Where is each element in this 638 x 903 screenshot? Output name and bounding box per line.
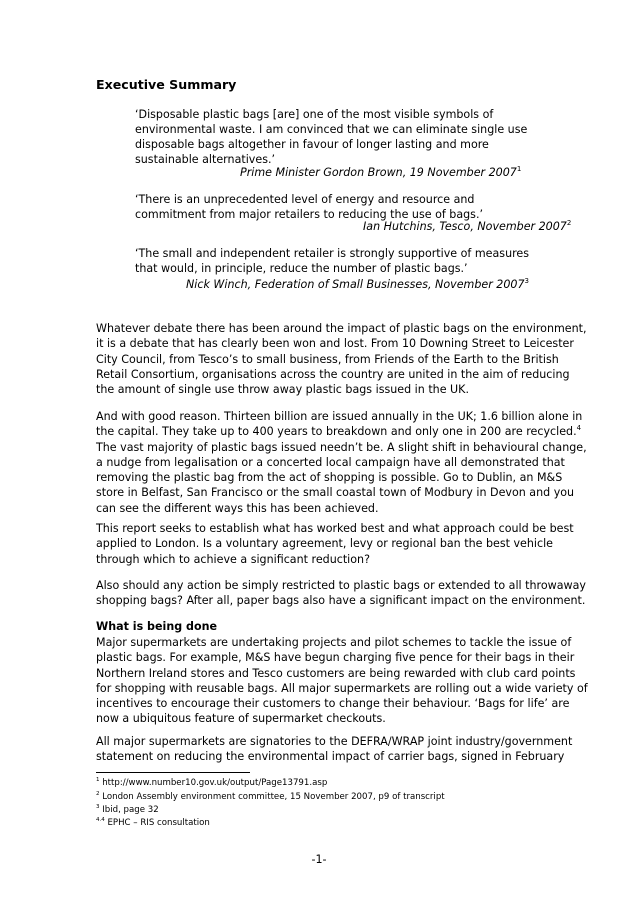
footnote-ref: 3 [524, 277, 529, 285]
paragraph-6 [96, 734, 573, 765]
text-line: statement on reducing the environmental impact of carrier bags, signed in February [96, 750, 565, 764]
text-line-content: the capital. They take up to 400 years to breakdown and only one in 200 are recycled. [96, 425, 577, 439]
quote-2 [135, 192, 525, 222]
text-line: the amount of single use throw away plastic bags issued in the UK. [96, 383, 469, 397]
text-line: plastic bags. For example, M&S have begun charging five pence for their bags in their [96, 651, 575, 665]
text-line: Major supermarkets are undertaking projects and pilot schemes to tackle the issue of [96, 636, 572, 649]
footnote-2 [96, 792, 445, 803]
footnote-text: EPHC – RIS consultation [107, 818, 210, 828]
text-line: And with good reason. Thirteen billion are issued annually in the UK; 1.6 billion alone in [96, 410, 583, 423]
text-line: now a ubiquitous feature of supermarket checkouts. [96, 712, 386, 726]
text-line: Whatever debate there has been around the impact of plastic bags on the environment, [96, 322, 587, 335]
quote-attribution-1 [240, 166, 521, 179]
footnote-ref: 1 [516, 165, 522, 173]
quote-attribution-2 [363, 220, 571, 233]
subheading: What is being done [96, 620, 218, 633]
page-number: -1- [311, 853, 327, 866]
footnote-divider [96, 772, 250, 773]
text-line: Northern Ireland stores and Tesco customers are being rewarded with club card points [96, 666, 576, 680]
quote-line: ‘There is an unprecedented level of energy and resource and [135, 193, 475, 206]
text-line: store in Belfast, San Francisco or the small coastal town of Modbury in Devon and you [96, 486, 575, 500]
footnote-1 [96, 778, 327, 789]
quote-line: disposable bags altogether in favour of longer lasting and more [135, 138, 489, 151]
quote-line: commitment from major retailers to reducing the use of bags.’ [135, 208, 484, 221]
footnote-mark: 1 [96, 777, 100, 783]
quote-3 [135, 246, 530, 276]
footnote-4 [96, 818, 210, 829]
paragraph-3 [96, 521, 574, 567]
quote-line: sustainable alternatives.’ [135, 153, 276, 166]
text-line: it is a debate that has clearly been won and lost. From 10 Downing Street to Leicester [96, 337, 574, 351]
text-line: for shopping with reusable bags. All major supermarkets are rolling out a wide variety of [96, 681, 588, 695]
text-line: The vast majority of plastic bags issued needn’t be. A slight shift in behavioural change, [96, 440, 587, 454]
quote-line: environmental waste. I am convinced that we can eliminate single use [135, 123, 528, 136]
text-line: This report seeks to establish what has worked best and what approach could be best [96, 522, 574, 535]
text-line: City Council, from Tesco’s to small business, from Friends of the Earth to the British [96, 352, 559, 366]
paragraph-4 [96, 578, 586, 609]
footnote-3 [96, 805, 159, 816]
text-line: Retail Consortium, organisations across the country are united in the aim of reducing [96, 367, 570, 381]
footnote-mark: 2 [96, 791, 100, 797]
quote-line: ‘The small and independent retailer is strongly supportive of measures [135, 247, 530, 260]
text-line: removing the plastic bag from the act of shopping is possible. Go to Dublin, an M&S [96, 471, 563, 485]
text-line: All major supermarkets are signatories to the DEFRA/WRAP joint industry/government [96, 735, 573, 748]
paragraph-5 [96, 635, 588, 727]
footnote-mark: 3 [96, 804, 100, 810]
quote-1 [135, 107, 528, 167]
text-line: through which to achieve a significant reduction? [96, 552, 370, 566]
footnote-ref: 2 [566, 219, 572, 227]
attribution-text: Prime Minister Gordon Brown, 19 November 2007 [240, 166, 517, 179]
paragraph-2 [96, 409, 587, 516]
footnote-text: London Assembly environment committee, 15 November 2007, p9 of transcript [102, 792, 445, 802]
quote-line: that would, in principle, reduce the number of plastic bags.’ [135, 262, 468, 275]
text-line: a nudge from legalisation or a concerted local campaign have all demonstrated that [96, 455, 565, 469]
attribution-text: Ian Hutchins, Tesco, November 2007 [363, 220, 567, 233]
footnote-text: Ibid, page 32 [102, 805, 159, 815]
attribution-text: Nick Winch, Federation of Small Businesses, November 2007 [186, 278, 525, 291]
footnote-ref: 4 [576, 424, 582, 433]
section-heading: Executive Summary [96, 77, 237, 92]
text-line: can see the different ways this has been achieved. [96, 501, 379, 515]
footnote-mark: 4.4 [96, 817, 105, 823]
quote-line: ‘Disposable plastic bags [are] one of the most visible symbols of [135, 108, 494, 121]
text-line [96, 424, 582, 439]
text-line: shopping bags? After all, paper bags also have a significant impact on the environment. [96, 594, 586, 608]
paragraph-1 [96, 321, 587, 397]
text-line: incentives to encourage their customers to change their behaviour. ‘Bags for life’ are [96, 697, 570, 711]
text-line: Also should any action be simply restricted to plastic bags or extended to all throwaway [96, 579, 586, 592]
quote-attribution-3 [186, 278, 529, 291]
footnote-text: http://www.number10.gov.uk/output/Page13791.asp [102, 778, 328, 788]
text-line: applied to London. Is a voluntary agreement, levy or regional ban the best vehicle [96, 537, 553, 551]
